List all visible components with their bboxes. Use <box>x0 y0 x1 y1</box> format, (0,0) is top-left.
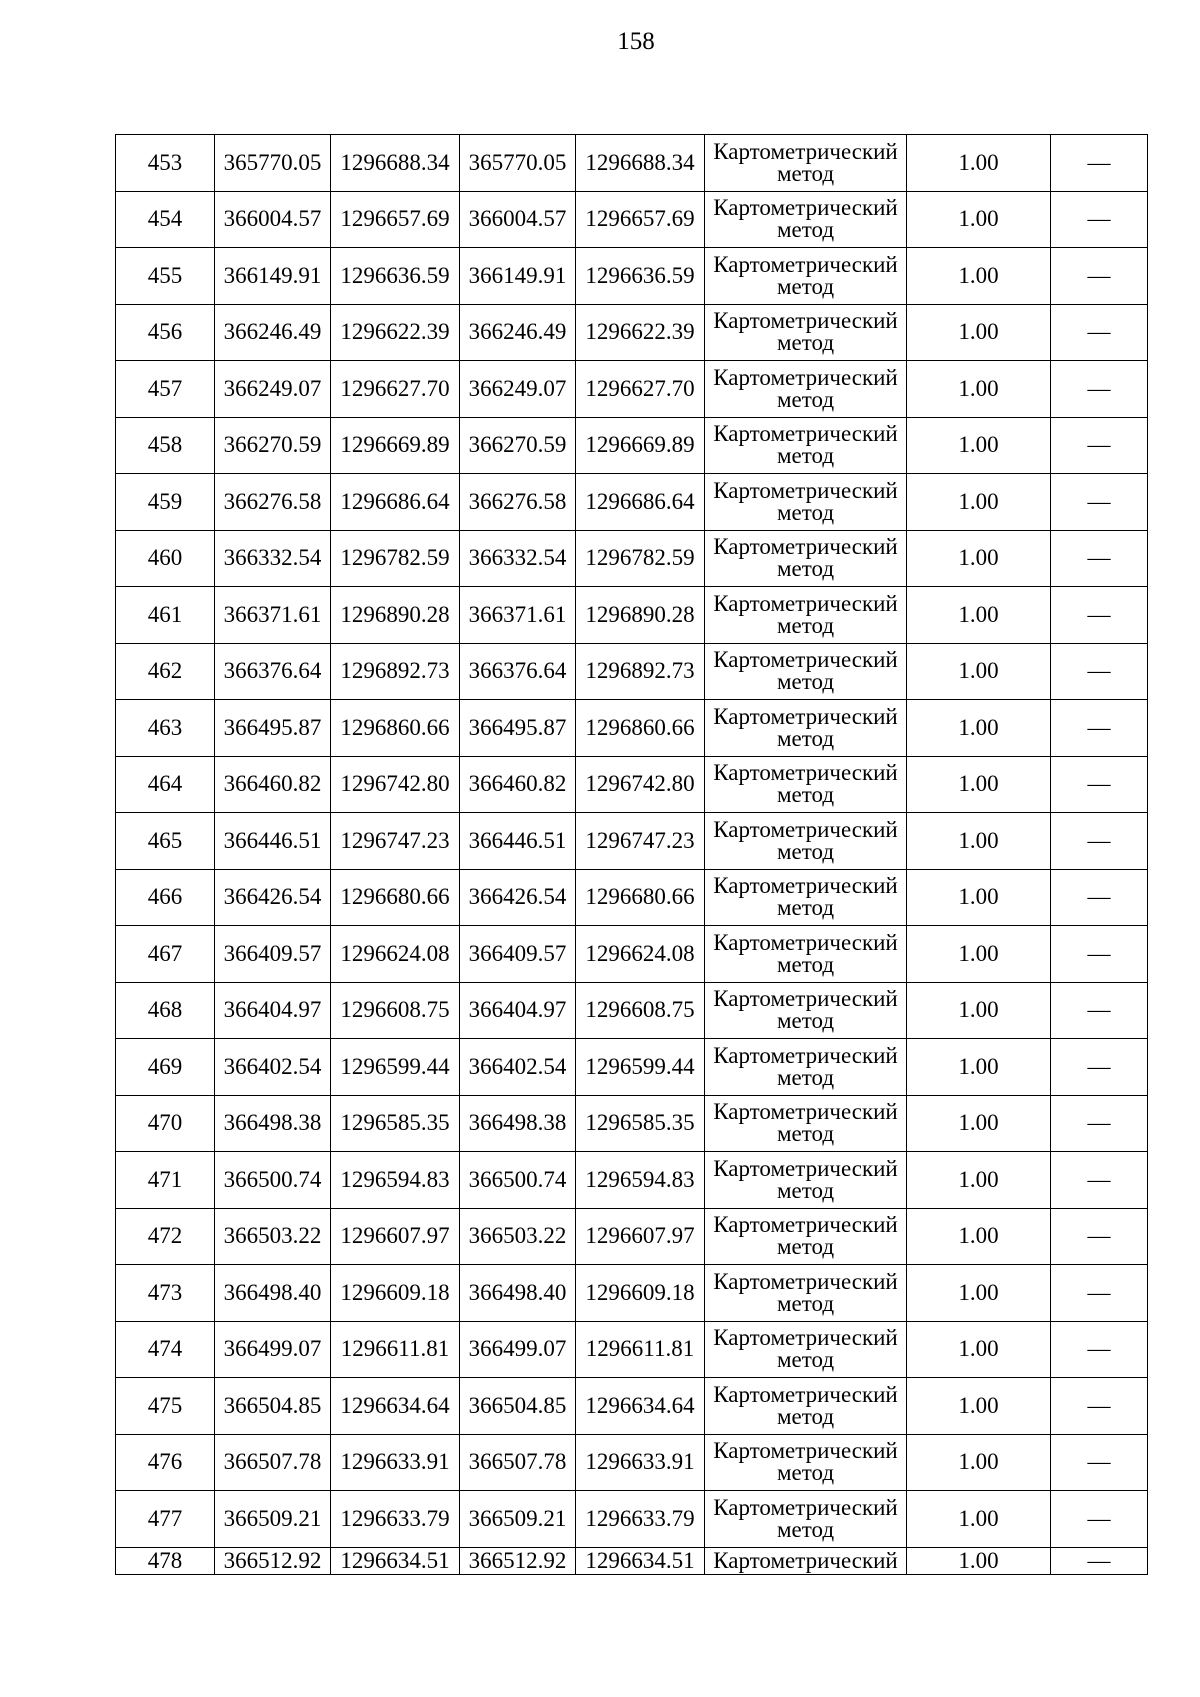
cell-n: 453 <box>116 135 215 192</box>
cell-y1: 1296686.64 <box>331 474 460 531</box>
cell-n: 468 <box>116 982 215 1039</box>
cell-y2: 1296747.23 <box>576 813 705 870</box>
method-line-2: метод <box>776 386 835 412</box>
cell-x1: 366332.54 <box>215 530 331 587</box>
cell-y2: 1296634.64 <box>576 1378 705 1435</box>
cell-y2: 1296782.59 <box>576 530 705 587</box>
cell-note: — <box>1051 1039 1148 1096</box>
table-row <box>116 191 1148 248</box>
cell-method <box>705 1434 907 1491</box>
cell-note: — <box>1051 474 1148 531</box>
cell-method <box>705 304 907 361</box>
cell-note: — <box>1051 869 1148 926</box>
cell-y1: 1296782.59 <box>331 530 460 587</box>
cell-y1: 1296742.80 <box>331 756 460 813</box>
cell-method <box>705 982 907 1039</box>
cell-y2: 1296688.34 <box>576 135 705 192</box>
cell-x1: 366426.54 <box>215 869 331 926</box>
cell-method <box>705 1321 907 1378</box>
cell-accuracy: 1.00 <box>907 1547 1051 1574</box>
cell-n: 466 <box>116 869 215 926</box>
cell-method <box>705 1208 907 1265</box>
cell-n: 462 <box>116 643 215 700</box>
cell-y1: 1296622.39 <box>331 304 460 361</box>
cell-method <box>705 1039 907 1096</box>
cell-n: 461 <box>116 587 215 644</box>
cell-method <box>705 756 907 813</box>
method-line-2: метод <box>776 273 835 299</box>
cell-accuracy: 1.00 <box>907 135 1051 192</box>
cell-note: — <box>1051 982 1148 1039</box>
cell-y2: 1296669.89 <box>576 417 705 474</box>
cell-x2: 366402.54 <box>460 1039 576 1096</box>
cell-note: — <box>1051 304 1148 361</box>
cell-y1: 1296599.44 <box>331 1039 460 1096</box>
cell-note: — <box>1051 587 1148 644</box>
cell-x2: 366500.74 <box>460 1152 576 1209</box>
cell-note: — <box>1051 1378 1148 1435</box>
method-line-1: Картометрический <box>713 1494 898 1520</box>
cell-accuracy: 1.00 <box>907 417 1051 474</box>
cell-method: Картометрический <box>705 1547 907 1574</box>
cell-accuracy: 1.00 <box>907 926 1051 983</box>
cell-x1: 366446.51 <box>215 813 331 870</box>
table-row <box>116 417 1148 474</box>
cell-y2: 1296742.80 <box>576 756 705 813</box>
cell-y1: 1296611.81 <box>331 1321 460 1378</box>
cell-y2: 1296890.28 <box>576 587 705 644</box>
method-line-2: метод <box>776 330 835 356</box>
cell-y2: 1296636.59 <box>576 248 705 305</box>
cell-x2: 366504.85 <box>460 1378 576 1435</box>
cell-y1: 1296633.79 <box>331 1491 460 1548</box>
method-line-2: метод <box>776 499 835 525</box>
cell-note: — <box>1051 530 1148 587</box>
table-row <box>116 869 1148 926</box>
cell-accuracy: 1.00 <box>907 361 1051 418</box>
cell-method <box>705 587 907 644</box>
table-row <box>116 474 1148 531</box>
table-row <box>116 1039 1148 1096</box>
cell-method <box>705 869 907 926</box>
cell-x2: 366509.21 <box>460 1491 576 1548</box>
cell-x1: 366507.78 <box>215 1434 331 1491</box>
cell-n: 469 <box>116 1039 215 1096</box>
cell-accuracy: 1.00 <box>907 304 1051 361</box>
cell-method <box>705 700 907 757</box>
method-line-1: Картометрический <box>713 1212 898 1238</box>
table-row <box>116 1265 1148 1322</box>
cell-note: — <box>1051 1547 1148 1574</box>
cell-x1: 366270.59 <box>215 417 331 474</box>
cell-y1: 1296890.28 <box>331 587 460 644</box>
table-row <box>116 1152 1148 1209</box>
cell-note: — <box>1051 926 1148 983</box>
cell-note: — <box>1051 191 1148 248</box>
cell-x2: 366004.57 <box>460 191 576 248</box>
method-line-2: метод <box>776 895 835 921</box>
cell-method <box>705 417 907 474</box>
cell-accuracy: 1.00 <box>907 587 1051 644</box>
cell-x2: 366332.54 <box>460 530 576 587</box>
cell-y2: 1296860.66 <box>576 700 705 757</box>
cell-y1: 1296747.23 <box>331 813 460 870</box>
method-line-1: Картометрический <box>713 1268 898 1294</box>
cell-x2: 366409.57 <box>460 926 576 983</box>
cell-y1: 1296860.66 <box>331 700 460 757</box>
table-row <box>116 756 1148 813</box>
method-line-2: метод <box>776 1177 835 1203</box>
cell-accuracy: 1.00 <box>907 1208 1051 1265</box>
cell-y2: 1296609.18 <box>576 1265 705 1322</box>
table-row <box>116 1208 1148 1265</box>
cell-x1: 366503.22 <box>215 1208 331 1265</box>
cell-y1: 1296607.97 <box>331 1208 460 1265</box>
cell-accuracy: 1.00 <box>907 982 1051 1039</box>
cell-accuracy: 1.00 <box>907 869 1051 926</box>
method-line-1: Картометрический <box>713 1155 898 1181</box>
cell-n: 473 <box>116 1265 215 1322</box>
cell-x1: 366402.54 <box>215 1039 331 1096</box>
method-line-1: Картометрический <box>713 873 898 899</box>
cell-note: — <box>1051 248 1148 305</box>
cell-method <box>705 530 907 587</box>
method-line-2: метод <box>776 443 835 469</box>
method-line-2: метод <box>776 1290 835 1316</box>
cell-x1: 365770.05 <box>215 135 331 192</box>
cell-x1: 366499.07 <box>215 1321 331 1378</box>
cell-accuracy: 1.00 <box>907 1378 1051 1435</box>
cell-y2: 1296599.44 <box>576 1039 705 1096</box>
cell-accuracy: 1.00 <box>907 1152 1051 1209</box>
method-line-1: Картометрический <box>713 1099 898 1125</box>
method-line-1: Картометрический <box>713 1381 898 1407</box>
cell-note: — <box>1051 643 1148 700</box>
cell-y1: 1296585.35 <box>331 1095 460 1152</box>
table-row <box>116 643 1148 700</box>
method-line-2: метод <box>776 612 835 638</box>
cell-y1: 1296624.08 <box>331 926 460 983</box>
method-line-1: Картометрический <box>713 138 898 164</box>
table-row <box>116 1378 1148 1435</box>
cell-y2: 1296608.75 <box>576 982 705 1039</box>
cell-n: 472 <box>116 1208 215 1265</box>
cell-y1: 1296657.69 <box>331 191 460 248</box>
cell-note: — <box>1051 1434 1148 1491</box>
method-line-1: Картометрический <box>713 534 898 560</box>
cell-method <box>705 361 907 418</box>
cell-x2: 366460.82 <box>460 756 576 813</box>
cell-n: 459 <box>116 474 215 531</box>
cell-x2: 366404.97 <box>460 982 576 1039</box>
table-body <box>116 135 1148 1575</box>
cell-n: 476 <box>116 1434 215 1491</box>
method-line-1: Картометрический <box>713 1438 898 1464</box>
method-line-1: Картометрический <box>713 647 898 673</box>
cell-n: 474 <box>116 1321 215 1378</box>
cell-x1: 366460.82 <box>215 756 331 813</box>
cell-x1: 366409.57 <box>215 926 331 983</box>
cell-n: 475 <box>116 1378 215 1435</box>
cell-method <box>705 926 907 983</box>
method-line-1: Картометрический <box>713 986 898 1012</box>
cell-x2: 365770.05 <box>460 135 576 192</box>
cell-x2: 366503.22 <box>460 1208 576 1265</box>
cell-note: — <box>1051 756 1148 813</box>
cell-method <box>705 1152 907 1209</box>
cell-accuracy: 1.00 <box>907 1095 1051 1152</box>
cell-n: 478 <box>116 1547 215 1574</box>
method-line-2: метод <box>776 217 835 243</box>
method-line-1: Картометрический <box>713 477 898 503</box>
method-line-1: Картометрический <box>713 929 898 955</box>
cell-y1: 1296633.91 <box>331 1434 460 1491</box>
cell-x1: 366498.40 <box>215 1265 331 1322</box>
cell-method <box>705 1491 907 1548</box>
cell-x2: 366499.07 <box>460 1321 576 1378</box>
cell-y1: 1296669.89 <box>331 417 460 474</box>
cell-x1: 366371.61 <box>215 587 331 644</box>
cell-x2: 366246.49 <box>460 304 576 361</box>
cell-accuracy: 1.00 <box>907 700 1051 757</box>
cell-method <box>705 191 907 248</box>
table-row <box>116 1434 1148 1491</box>
cell-y2: 1296634.51 <box>576 1547 705 1574</box>
cell-accuracy: 1.00 <box>907 756 1051 813</box>
method-line-2: метод <box>776 951 835 977</box>
cell-accuracy: 1.00 <box>907 1321 1051 1378</box>
cell-accuracy: 1.00 <box>907 248 1051 305</box>
cell-note: — <box>1051 1152 1148 1209</box>
cell-x1: 366509.21 <box>215 1491 331 1548</box>
cell-x2: 366249.07 <box>460 361 576 418</box>
cell-x2: 366498.38 <box>460 1095 576 1152</box>
method-line-1: Картометрический <box>713 816 898 842</box>
cell-n: 456 <box>116 304 215 361</box>
table-row <box>116 1491 1148 1548</box>
table-row <box>116 926 1148 983</box>
method-line-2: метод <box>776 1347 835 1373</box>
cell-x1: 366246.49 <box>215 304 331 361</box>
method-line-2: метод <box>776 1008 835 1034</box>
table-row <box>116 530 1148 587</box>
table-row <box>116 700 1148 757</box>
cell-method <box>705 135 907 192</box>
method-line-2: метод <box>776 1121 835 1147</box>
cell-note: — <box>1051 135 1148 192</box>
table-row <box>116 813 1148 870</box>
table-row <box>116 248 1148 305</box>
cell-accuracy: 1.00 <box>907 643 1051 700</box>
cell-n: 467 <box>116 926 215 983</box>
cell-y1: 1296688.34 <box>331 135 460 192</box>
cell-note: — <box>1051 417 1148 474</box>
cell-method <box>705 643 907 700</box>
cell-n: 460 <box>116 530 215 587</box>
cell-y1: 1296636.59 <box>331 248 460 305</box>
cell-method <box>705 474 907 531</box>
cell-note: — <box>1051 361 1148 418</box>
cell-y2: 1296633.91 <box>576 1434 705 1491</box>
cell-n: 464 <box>116 756 215 813</box>
cell-note: — <box>1051 1265 1148 1322</box>
cell-y2: 1296627.70 <box>576 361 705 418</box>
cell-n: 470 <box>116 1095 215 1152</box>
cell-accuracy: 1.00 <box>907 813 1051 870</box>
cell-note: — <box>1051 1321 1148 1378</box>
cell-x2: 366276.58 <box>460 474 576 531</box>
cell-x2: 366426.54 <box>460 869 576 926</box>
cell-x1: 366504.85 <box>215 1378 331 1435</box>
method-line-2: метод <box>776 556 835 582</box>
cell-n: 477 <box>116 1491 215 1548</box>
page-number: 158 <box>617 28 655 55</box>
table-row <box>116 1095 1148 1152</box>
cell-x2: 366507.78 <box>460 1434 576 1491</box>
method-line-1: Картометрический <box>713 421 898 447</box>
cell-y1: 1296627.70 <box>331 361 460 418</box>
cell-n: 454 <box>116 191 215 248</box>
cell-accuracy: 1.00 <box>907 530 1051 587</box>
cell-x1: 366404.97 <box>215 982 331 1039</box>
cell-x2: 366498.40 <box>460 1265 576 1322</box>
method-line-1: Картометрический <box>713 1325 898 1351</box>
cell-y2: 1296607.97 <box>576 1208 705 1265</box>
table-row <box>116 1321 1148 1378</box>
cell-y2: 1296624.08 <box>576 926 705 983</box>
cell-x1: 366376.64 <box>215 643 331 700</box>
cell-y2: 1296657.69 <box>576 191 705 248</box>
cell-x2: 366446.51 <box>460 813 576 870</box>
cell-x1: 366004.57 <box>215 191 331 248</box>
method-line-1: Картометрический <box>713 703 898 729</box>
method-line-1: Картометрический <box>713 760 898 786</box>
cell-x2: 366371.61 <box>460 587 576 644</box>
cell-x2: 366270.59 <box>460 417 576 474</box>
method-line-2: метод <box>776 1460 835 1486</box>
method-line-1: Картометрический <box>713 364 898 390</box>
cell-x2: 366376.64 <box>460 643 576 700</box>
cell-y1: 1296634.64 <box>331 1378 460 1435</box>
method-line-2: метод <box>776 725 835 751</box>
method-line-2: метод <box>776 1064 835 1090</box>
cell-y2: 1296892.73 <box>576 643 705 700</box>
cell-n: 457 <box>116 361 215 418</box>
cell-x2: 366495.87 <box>460 700 576 757</box>
cell-x1: 366498.38 <box>215 1095 331 1152</box>
cell-y1: 1296634.51 <box>331 1547 460 1574</box>
table-row <box>116 587 1148 644</box>
cell-y1: 1296609.18 <box>331 1265 460 1322</box>
cell-x1: 366149.91 <box>215 248 331 305</box>
cell-method <box>705 248 907 305</box>
cell-accuracy: 1.00 <box>907 1039 1051 1096</box>
cell-x1: 366500.74 <box>215 1152 331 1209</box>
method-line-2: метод <box>776 160 835 186</box>
cell-n: 471 <box>116 1152 215 1209</box>
method-line-1: Картометрический <box>713 590 898 616</box>
cell-n: 458 <box>116 417 215 474</box>
cell-accuracy: 1.00 <box>907 1265 1051 1322</box>
cell-y1: 1296594.83 <box>331 1152 460 1209</box>
method-line-2: метод <box>776 1516 835 1542</box>
method-line-1: Картометрический <box>713 1042 898 1068</box>
cell-accuracy: 1.00 <box>907 1434 1051 1491</box>
cell-note: — <box>1051 1095 1148 1152</box>
cell-method <box>705 1378 907 1435</box>
method-line-2: метод <box>776 1234 835 1260</box>
cell-note: — <box>1051 813 1148 870</box>
cell-accuracy: 1.00 <box>907 1491 1051 1548</box>
cell-x2: 366149.91 <box>460 248 576 305</box>
method-line-1: Картометрический <box>713 251 898 277</box>
table-row <box>116 304 1148 361</box>
cell-note: — <box>1051 1491 1148 1548</box>
cell-y1: 1296608.75 <box>331 982 460 1039</box>
cell-y2: 1296585.35 <box>576 1095 705 1152</box>
cell-n: 465 <box>116 813 215 870</box>
method-line-2: метод <box>776 669 835 695</box>
cell-y2: 1296633.79 <box>576 1491 705 1548</box>
method-line-1: Картометрический <box>713 308 898 334</box>
cell-accuracy: 1.00 <box>907 191 1051 248</box>
cell-y2: 1296594.83 <box>576 1152 705 1209</box>
cell-y2: 1296622.39 <box>576 304 705 361</box>
cell-method <box>705 1095 907 1152</box>
cell-y2: 1296680.66 <box>576 869 705 926</box>
cell-y2: 1296686.64 <box>576 474 705 531</box>
coordinates-table <box>115 134 1148 1575</box>
cell-note: — <box>1051 1208 1148 1265</box>
cell-n: 455 <box>116 248 215 305</box>
cell-n: 463 <box>116 700 215 757</box>
cell-x1: 366249.07 <box>215 361 331 418</box>
table-row <box>116 361 1148 418</box>
cell-x2: 366512.92 <box>460 1547 576 1574</box>
cell-note: — <box>1051 700 1148 757</box>
cell-y1: 1296680.66 <box>331 869 460 926</box>
cell-x1: 366512.92 <box>215 1547 331 1574</box>
method-line-2: метод <box>776 1403 835 1429</box>
cell-x1: 366495.87 <box>215 700 331 757</box>
method-line-2: метод <box>776 838 835 864</box>
cell-x1: 366276.58 <box>215 474 331 531</box>
method-line-1: Картометрический <box>713 195 898 221</box>
method-line-2: метод <box>776 782 835 808</box>
cell-accuracy: 1.00 <box>907 474 1051 531</box>
table-row <box>116 135 1148 192</box>
cell-y1: 1296892.73 <box>331 643 460 700</box>
table-row <box>116 1547 1148 1574</box>
table-row <box>116 982 1148 1039</box>
cell-method <box>705 1265 907 1322</box>
cell-y2: 1296611.81 <box>576 1321 705 1378</box>
cell-method <box>705 813 907 870</box>
